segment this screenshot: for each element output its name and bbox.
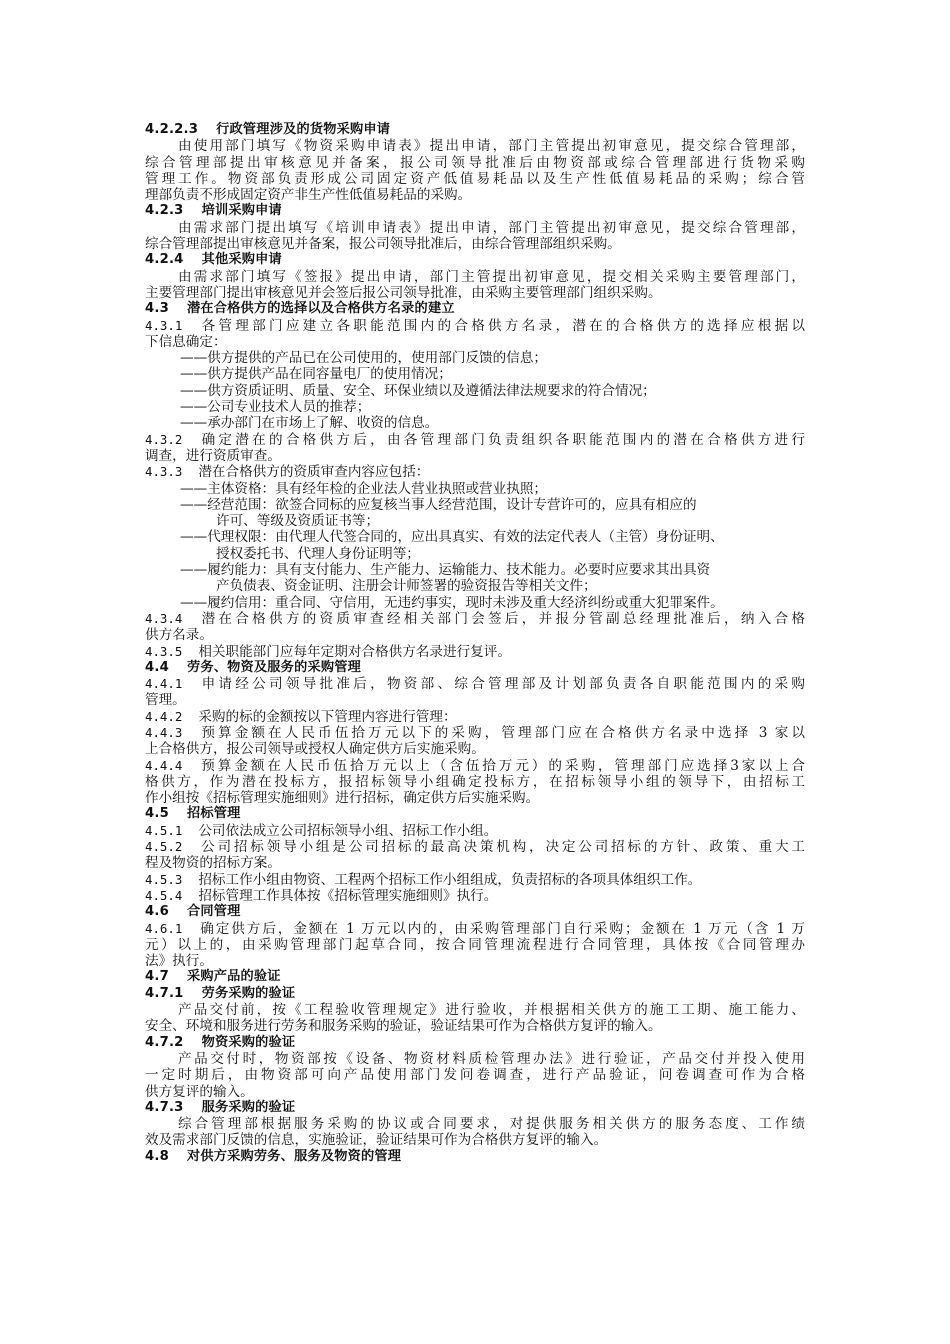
numbered-paragraph-line: [145, 432, 805, 448]
paragraph-line: [145, 155, 805, 171]
section-title: 劳务、物资及服务的采购管理: [186, 659, 362, 675]
paragraph-first-line: [145, 220, 805, 236]
numbered-paragraph-line: [145, 921, 805, 937]
section-title: 对供方采购劳务、服务及物资的管理: [186, 1148, 402, 1164]
clause-number: 4.4.2: [145, 708, 183, 724]
section-title: 潜在合格供方的选择以及合格供方名录的建立: [186, 301, 455, 317]
paragraph-text: 作小组按《招标管理实施细则》进行招标，确定供方后实施采购。: [145, 790, 540, 807]
numbered-paragraph-line: [145, 725, 805, 741]
section-heading: [145, 252, 805, 268]
paragraph-last-line: [145, 855, 805, 871]
paragraph-text: 管理。: [145, 692, 186, 709]
paragraph-text: 程及物资的招标方案。: [145, 855, 281, 872]
clause-number: 4.5.2: [145, 839, 183, 855]
clause-number: 4.3.1: [145, 317, 183, 333]
clause-number: 4.5.4: [145, 887, 183, 903]
numbered-paragraph-line: [145, 709, 805, 725]
paragraph-last-line: [145, 627, 805, 643]
paragraph-text: 理部负责不形成固定资产非生产性低值易耗品的采购。: [145, 187, 472, 204]
numbered-paragraph-line: [145, 611, 805, 627]
paragraph-text: 上合格供方，报公司领导或授权人确定供方后实施采购。: [145, 741, 485, 758]
paragraph-text: 供方复评的输入。: [145, 1083, 254, 1100]
section-number: 4.2.4: [145, 252, 184, 268]
list-item-text: ——公司专业技术人员的推荐；: [180, 399, 371, 416]
clause-number: 4.4.3: [145, 724, 183, 740]
paragraph-last-line: [145, 187, 805, 203]
paragraph-last-line: [145, 1132, 805, 1148]
numbered-paragraph-line: [145, 318, 805, 334]
section-title: 服务采购的验证: [201, 1099, 296, 1115]
paragraph-first-line: [145, 1116, 805, 1132]
section-title: 培训采购申请: [201, 203, 282, 219]
clause-text: 预算金额在人民币伍拾万元以上（含伍拾万元）的采购，管理部门应选择3家以上合: [198, 757, 805, 774]
section-number: 4.7: [145, 969, 169, 985]
list-item-text: ——代理权限：由代理人代签合同的，应出具真实、有效的法定代表人（主管）身份证明、: [180, 529, 724, 546]
paragraph-last-line: [145, 448, 805, 464]
dash-list-item-continuation: [145, 578, 805, 594]
section-title: 招标管理: [186, 806, 241, 822]
paragraph-first-line: [145, 269, 805, 285]
section-number: 4.6: [145, 904, 169, 920]
section-number: 4.7.2: [145, 1034, 184, 1050]
paragraph-text: 产品交付时，物资部按《设备、物资材料质检管理办法》进行验证，产品交付并投入使用: [178, 1050, 805, 1067]
section-heading: [145, 806, 805, 822]
paragraph-text: 供方名录。: [145, 627, 213, 644]
paragraph-line: [145, 1067, 805, 1083]
dash-list-item: [145, 562, 805, 578]
clause-text: 公司依法成立公司招标领导小组、招标工作小组。: [198, 822, 498, 839]
paragraph-text: 效及需求部门反馈的信息，实施验证，验证结果可作为合格供方复评的输入。: [145, 1132, 608, 1149]
dash-list-item: [145, 497, 805, 513]
paragraph-text: 主要管理部门提出审核意见并会签后报公司领导批准，由采购主要管理部门组织采购。: [145, 284, 662, 301]
clause-text: 申请经公司领导批准后，物资部、综合管理部及计划部负责各自职能范围内的采购: [198, 676, 805, 693]
paragraph-text: 管理工作。物资部负责形成公司固定资产低值易耗品以及生产性低值易耗品的采购；综合管: [145, 170, 805, 187]
paragraph-line: [145, 774, 805, 790]
section-number: 4.4: [145, 659, 169, 675]
list-item-text: 授权委托书、代理人身份证明等；: [216, 545, 420, 562]
section-title: 合同管理: [186, 904, 241, 920]
paragraph-last-line: [145, 236, 805, 252]
clause-number: 4.5.1: [145, 822, 183, 838]
dash-list-item: [145, 595, 805, 611]
clause-number: 4.3.3: [145, 464, 183, 480]
list-item-text: ——主体资格：具有经年检的企业法人营业执照或营业执照；: [180, 480, 548, 497]
section-heading: [145, 1035, 805, 1051]
dash-list-item: [145, 383, 805, 399]
section-number: 4.2.2.3: [145, 122, 199, 137]
section-title: 劳务采购的验证: [201, 985, 296, 1001]
section-title: 采购产品的验证: [186, 969, 281, 985]
clause-text: 确定供方后，金额在 1 万元以内的，由采购管理部门自行采购；金额在 1 万元（含 1 万: [198, 920, 805, 937]
paragraph-last-line: [145, 285, 805, 301]
section-number: 4.2.3: [145, 203, 184, 219]
paragraph-line: [145, 171, 805, 187]
clause-text: 各管理部门应建立各职能范围内的合格供方名录，潜在的合格供方的选择应根据以: [198, 317, 805, 334]
numbered-paragraph-line: [145, 644, 805, 660]
paragraph-first-line: [145, 138, 805, 154]
paragraph-last-line: [145, 953, 805, 969]
section-heading: [145, 122, 805, 138]
section-heading: [145, 660, 805, 676]
clause-number: 4.6.1: [145, 920, 183, 936]
numbered-paragraph-line: [145, 676, 805, 692]
section-heading: [145, 1100, 805, 1116]
section-heading: [145, 203, 805, 219]
section-title: 其他采购申请: [201, 252, 282, 268]
section-heading: [145, 1149, 805, 1165]
section-heading: [145, 301, 805, 317]
clause-number: 4.3.5: [145, 643, 183, 659]
clause-text: 确定潜在的合格供方后，由各管理部门负责组织各职能范围内的潜在合格供方进行: [198, 431, 805, 448]
paragraph-first-line: [145, 1051, 805, 1067]
paragraph-text: 格供方，作为潜在投标方，报招标领导小组确定投标方，在招标领导小组的领导下，由招标工: [145, 773, 805, 790]
numbered-paragraph-line: [145, 464, 805, 480]
list-item-text: ——供方资质证明、质量、安全、环保业绩以及遵循法律法规要求的符合情况；: [180, 382, 656, 399]
clause-number: 4.3.4: [145, 610, 183, 626]
clause-text: 招标管理工作具体按《招标管理实施细则》执行。: [198, 887, 498, 904]
clause-text: 相关职能部门应每年定期对合格供方名录进行复评。: [198, 643, 511, 660]
clause-number: 4.4.1: [145, 676, 183, 692]
dash-list-item: [145, 415, 805, 431]
list-item-text: 产负债表、资金证明、注册会计师签署的验资报告等相关文件；: [216, 578, 597, 595]
list-item-text: ——履约信用：重合同、守信用，无违约事实，现时未涉及重大经济纠纷或重大犯罪案件。: [180, 594, 724, 611]
paragraph-text: 元）以上的，由采购管理部门起草合同，按合同管理流程进行合同管理，具体按《合同管理办: [145, 936, 805, 953]
clause-text: 公司招标领导小组是公司招标的最高决策机构，决定公司招标的方针、政策、重大工: [198, 839, 805, 856]
paragraph-text: 一定时期后，由物资部可向产品使用部门发问卷调查，进行产品验证，问卷调查可作为合格: [145, 1067, 805, 1084]
paragraph-text: 产品交付前，按《工程验收管理规定》进行验收，并根据相关供方的施工工期、施工能力、: [178, 1002, 805, 1019]
list-item-text: ——供方提供产品在同容量电厂的使用情况；: [180, 366, 452, 383]
list-item-text: ——承办部门在市场上了解、收资的信息。: [180, 415, 439, 432]
dash-list-item: [145, 399, 805, 415]
paragraph-last-line: [145, 692, 805, 708]
clause-number: 4.4.4: [145, 757, 183, 773]
dash-list-item-continuation: [145, 546, 805, 562]
section-number: 4.7.3: [145, 1099, 184, 1115]
paragraph-text: 调查，进行资质审查。: [145, 447, 281, 464]
section-number: 4.8: [145, 1148, 169, 1164]
numbered-paragraph-line: [145, 888, 805, 904]
section-number: 4.3: [145, 301, 169, 317]
paragraph-last-line: [145, 790, 805, 806]
numbered-paragraph-line: [145, 823, 805, 839]
paragraph-text: 由使用部门填写《物资采购申请表》提出申请，部门主管提出初审意见，提交综合管理部，: [178, 138, 805, 155]
clause-text: 潜在合格供方的资质审查内容应包括：: [198, 464, 430, 481]
clause-text: 招标工作小组由物资、工程两个招标工作小组组成，负责招标的各项具体组织工作。: [198, 871, 702, 888]
paragraph-last-line: [145, 1084, 805, 1100]
paragraph-last-line: [145, 334, 805, 350]
numbered-paragraph-line: [145, 839, 805, 855]
list-item-text: 许可、等级及资质证书等；: [216, 513, 380, 530]
numbered-paragraph-line: [145, 758, 805, 774]
dash-list-item: [145, 366, 805, 382]
section-heading: [145, 969, 805, 985]
paragraph-text: 由需求部门填写《签报》提出申请，部门主管提出初审意见，提交相关采购主要管理部门，: [178, 268, 805, 285]
paragraph-last-line: [145, 741, 805, 757]
paragraph-text: 安全、环境和服务进行劳务和服务采购的验证，验证结果可作为合格供方复评的输入。: [145, 1018, 662, 1035]
document-body: [145, 122, 805, 1165]
list-item-text: ——供方提供的产品已在公司使用的，使用部门反馈的信息；: [180, 350, 548, 367]
section-number: 4.5: [145, 806, 169, 822]
clause-number: 4.3.2: [145, 431, 183, 447]
numbered-paragraph-line: [145, 872, 805, 888]
paragraph-text: 综合管理部提出审核意见并备案，报公司领导批准后，由综合管理部组织采购。: [145, 236, 621, 253]
paragraph-text: 下信息确定：: [145, 333, 227, 350]
section-heading: [145, 904, 805, 920]
dash-list-item-continuation: [145, 513, 805, 529]
section-title: 行政管理涉及的货物采购申请: [216, 122, 391, 137]
dash-list-item: [145, 481, 805, 497]
paragraph-first-line: [145, 1002, 805, 1018]
section-title: 物资采购的验证: [201, 1034, 296, 1050]
section-heading: [145, 986, 805, 1002]
paragraph-text: 法》执行。: [145, 953, 213, 970]
paragraph-text: 由需求部门提出填写《培训申请表》提出申请，部门主管提出初审意见，提交综合管理部，: [178, 219, 805, 236]
paragraph-last-line: [145, 1018, 805, 1034]
clause-text: 预算金额在人民币伍拾万元以下的采购，管理部门应在合格供方名录中选择 3 家以: [198, 724, 805, 741]
list-item-text: ——履约能力：具有支付能力、生产能力、运输能力、技术能力。必要时应要求其出具资: [180, 562, 711, 579]
clause-text: 潜在合格供方的资质审查经相关部门会签后，并报分管副总经理批准后，纳入合格: [198, 610, 805, 627]
paragraph-text: 综合管理部提出审核意见并备案，报公司领导批准后由物资部或综合管理部进行货物采购: [145, 154, 805, 171]
paragraph-line: [145, 937, 805, 953]
dash-list-item: [145, 529, 805, 545]
dash-list-item: [145, 350, 805, 366]
clause-text: 采购的标的金额按以下管理内容进行管理：: [198, 708, 457, 725]
list-item-text: ——经营范围：欲签合同标的应复核当事人经营范围，设计专营许可的，应具有相应的: [180, 496, 697, 513]
paragraph-text: 综合管理部根据服务采购的协议或合同要求，对提供服务相关供方的服务态度、工作绩: [178, 1116, 805, 1133]
section-number: 4.7.1: [145, 985, 184, 1001]
clause-number: 4.5.3: [145, 871, 183, 887]
